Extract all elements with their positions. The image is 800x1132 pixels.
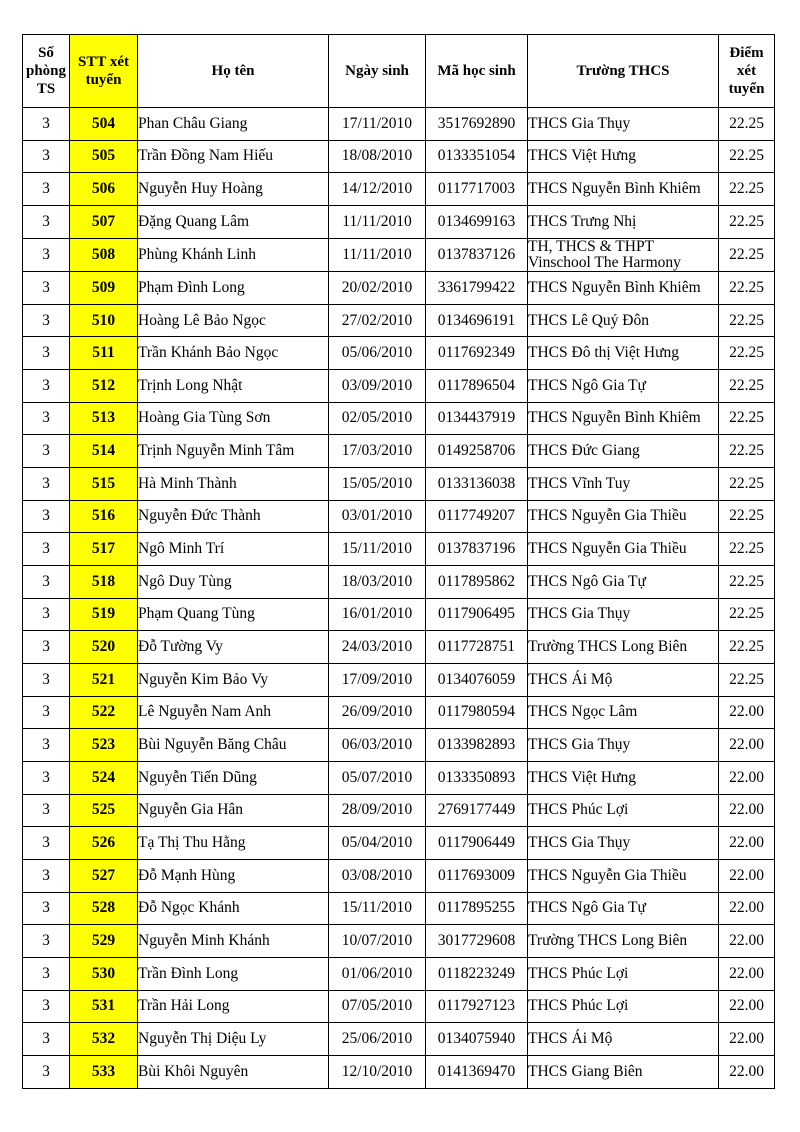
table-row (23, 892, 775, 925)
cell-room-number: 3 (23, 762, 70, 795)
cell-room-number: 3 (23, 402, 70, 435)
cell-stt: 518 (70, 566, 138, 599)
cell-stt: 516 (70, 500, 138, 533)
table-row (23, 729, 775, 762)
cell-school: THCS Ngọc Lâm (528, 696, 719, 729)
cell-room-number: 3 (23, 892, 70, 925)
cell-school: THCS Gia Thụy (528, 729, 719, 762)
cell-birth-date: 05/06/2010 (329, 337, 426, 370)
cell-score: 22.25 (719, 304, 775, 337)
cell-school: THCS Việt Hưng (528, 140, 719, 173)
cell-birth-date: 27/02/2010 (329, 304, 426, 337)
cell-school: THCS Gia Thụy (528, 598, 719, 631)
cell-score: 22.25 (719, 238, 775, 272)
table-row (23, 370, 775, 403)
header-birth-date: Ngày sinh (329, 35, 426, 108)
cell-school: THCS Gia Thụy (528, 827, 719, 860)
table-row (23, 337, 775, 370)
cell-student-id: 0134075940 (426, 1023, 528, 1056)
table-row (23, 173, 775, 206)
cell-score: 22.25 (719, 598, 775, 631)
cell-stt: 504 (70, 108, 138, 141)
cell-student-name: Hoàng Gia Tùng Sơn (138, 402, 329, 435)
cell-birth-date: 20/02/2010 (329, 272, 426, 305)
cell-stt: 520 (70, 631, 138, 664)
cell-stt: 511 (70, 337, 138, 370)
cell-student-id: 0117728751 (426, 631, 528, 664)
table-row (23, 108, 775, 141)
cell-student-id: 0141369470 (426, 1055, 528, 1088)
cell-room-number: 3 (23, 468, 70, 501)
header-row (23, 35, 775, 108)
cell-birth-date: 18/03/2010 (329, 566, 426, 599)
cell-student-id: 0117693009 (426, 859, 528, 892)
cell-room-number: 3 (23, 827, 70, 860)
cell-score: 22.00 (719, 892, 775, 925)
cell-room-number: 3 (23, 859, 70, 892)
cell-birth-date: 03/09/2010 (329, 370, 426, 403)
table-row (23, 598, 775, 631)
cell-student-name: Đỗ Tường Vy (138, 631, 329, 664)
cell-school: THCS Giang Biên (528, 1055, 719, 1088)
header-room-number: Số phòng TS (23, 35, 70, 108)
cell-student-id: 0133982893 (426, 729, 528, 762)
cell-score: 22.00 (719, 729, 775, 762)
cell-room-number: 3 (23, 337, 70, 370)
cell-room-number: 3 (23, 1055, 70, 1088)
cell-student-name: Trần Hải Long (138, 990, 329, 1023)
table-row (23, 205, 775, 238)
cell-score: 22.00 (719, 794, 775, 827)
cell-student-name: Nguyễn Huy Hoàng (138, 173, 329, 206)
cell-stt: 513 (70, 402, 138, 435)
cell-stt: 526 (70, 827, 138, 860)
cell-score: 22.25 (719, 468, 775, 501)
cell-student-id: 0117895862 (426, 566, 528, 599)
cell-school: THCS Nguyễn Bình Khiêm (528, 402, 719, 435)
cell-school: THCS Nguyễn Bình Khiêm (528, 272, 719, 305)
cell-school: THCS Phúc Lợi (528, 990, 719, 1023)
cell-school: Trường THCS Long Biên (528, 925, 719, 958)
cell-school: THCS Đô thị Việt Hưng (528, 337, 719, 370)
cell-room-number: 3 (23, 435, 70, 468)
cell-birth-date: 03/08/2010 (329, 859, 426, 892)
header-score: Điểm xét tuyển (719, 35, 775, 108)
cell-room-number: 3 (23, 272, 70, 305)
cell-student-id: 3361799422 (426, 272, 528, 305)
cell-score: 22.00 (719, 957, 775, 990)
header-student-id: Mã học sinh (426, 35, 528, 108)
cell-birth-date: 17/09/2010 (329, 664, 426, 697)
table-row (23, 990, 775, 1023)
cell-student-name: Ngô Minh Trí (138, 533, 329, 566)
table-row (23, 957, 775, 990)
cell-student-id: 0117980594 (426, 696, 528, 729)
cell-student-id: 0137837126 (426, 238, 528, 272)
cell-score: 22.00 (719, 762, 775, 795)
table-row (23, 1055, 775, 1088)
cell-student-name: Nguyễn Gia Hân (138, 794, 329, 827)
cell-stt: 510 (70, 304, 138, 337)
cell-room-number: 3 (23, 696, 70, 729)
cell-score: 22.25 (719, 173, 775, 206)
cell-stt: 519 (70, 598, 138, 631)
cell-birth-date: 01/06/2010 (329, 957, 426, 990)
cell-score: 22.25 (719, 140, 775, 173)
cell-birth-date: 11/11/2010 (329, 238, 426, 272)
cell-stt: 531 (70, 990, 138, 1023)
cell-school: THCS Đức Giang (528, 435, 719, 468)
cell-stt: 515 (70, 468, 138, 501)
cell-student-id: 0117895255 (426, 892, 528, 925)
cell-school: TH, THCS & THPT Vinschool The Harmony (528, 238, 719, 272)
cell-room-number: 3 (23, 304, 70, 337)
table-row (23, 566, 775, 599)
cell-birth-date: 02/05/2010 (329, 402, 426, 435)
cell-score: 22.00 (719, 859, 775, 892)
cell-student-id: 0117906495 (426, 598, 528, 631)
cell-school: THCS Nguyễn Gia Thiều (528, 533, 719, 566)
cell-birth-date: 26/09/2010 (329, 696, 426, 729)
admission-results-table (22, 34, 775, 1089)
cell-score: 22.00 (719, 1023, 775, 1056)
table-row (23, 859, 775, 892)
cell-birth-date: 11/11/2010 (329, 205, 426, 238)
table-row (23, 925, 775, 958)
cell-student-id: 0118223249 (426, 957, 528, 990)
cell-student-id: 0117906449 (426, 827, 528, 860)
cell-score: 22.25 (719, 631, 775, 664)
table-row (23, 696, 775, 729)
cell-birth-date: 15/11/2010 (329, 892, 426, 925)
cell-room-number: 3 (23, 598, 70, 631)
cell-stt: 525 (70, 794, 138, 827)
cell-birth-date: 05/04/2010 (329, 827, 426, 860)
cell-birth-date: 03/01/2010 (329, 500, 426, 533)
cell-room-number: 3 (23, 238, 70, 272)
cell-room-number: 3 (23, 370, 70, 403)
cell-score: 22.00 (719, 827, 775, 860)
cell-student-id: 0117927123 (426, 990, 528, 1023)
cell-birth-date: 15/11/2010 (329, 533, 426, 566)
cell-student-name: Lê Nguyễn Nam Anh (138, 696, 329, 729)
header-school: Trường THCS (528, 35, 719, 108)
cell-birth-date: 07/05/2010 (329, 990, 426, 1023)
cell-student-name: Phạm Đình Long (138, 272, 329, 305)
cell-student-id: 0117717003 (426, 173, 528, 206)
cell-birth-date: 18/08/2010 (329, 140, 426, 173)
cell-student-name: Đỗ Mạnh Hùng (138, 859, 329, 892)
cell-birth-date: 06/03/2010 (329, 729, 426, 762)
cell-school: THCS Ngô Gia Tự (528, 370, 719, 403)
cell-stt: 524 (70, 762, 138, 795)
cell-student-name: Hoàng Lê Bảo Ngọc (138, 304, 329, 337)
cell-student-id: 0134437919 (426, 402, 528, 435)
cell-score: 22.25 (719, 500, 775, 533)
cell-score: 22.25 (719, 337, 775, 370)
cell-birth-date: 17/03/2010 (329, 435, 426, 468)
cell-stt: 508 (70, 238, 138, 272)
cell-room-number: 3 (23, 566, 70, 599)
cell-student-name: Tạ Thị Thu Hằng (138, 827, 329, 860)
table-row (23, 500, 775, 533)
cell-room-number: 3 (23, 664, 70, 697)
cell-student-id: 0117749207 (426, 500, 528, 533)
cell-birth-date: 14/12/2010 (329, 173, 426, 206)
cell-birth-date: 28/09/2010 (329, 794, 426, 827)
cell-student-id: 0149258706 (426, 435, 528, 468)
cell-birth-date: 16/01/2010 (329, 598, 426, 631)
cell-score: 22.00 (719, 1055, 775, 1088)
cell-school: THCS Ngô Gia Tự (528, 566, 719, 599)
table-header (23, 35, 775, 108)
cell-room-number: 3 (23, 729, 70, 762)
cell-room-number: 3 (23, 990, 70, 1023)
table-row (23, 304, 775, 337)
cell-student-id: 3017729608 (426, 925, 528, 958)
cell-stt: 507 (70, 205, 138, 238)
table-row (23, 794, 775, 827)
cell-score: 22.25 (719, 205, 775, 238)
table-row (23, 533, 775, 566)
table-row (23, 272, 775, 305)
cell-school: THCS Gia Thụy (528, 108, 719, 141)
cell-student-name: Nguyễn Minh Khánh (138, 925, 329, 958)
header-student-name: Họ tên (138, 35, 329, 108)
cell-stt: 523 (70, 729, 138, 762)
cell-school: Trường THCS Long Biên (528, 631, 719, 664)
table-row (23, 1023, 775, 1056)
cell-stt: 530 (70, 957, 138, 990)
cell-student-id: 2769177449 (426, 794, 528, 827)
cell-score: 22.00 (719, 696, 775, 729)
cell-score: 22.00 (719, 990, 775, 1023)
cell-stt: 512 (70, 370, 138, 403)
cell-school: THCS Lê Quý Đôn (528, 304, 719, 337)
cell-stt: 529 (70, 925, 138, 958)
cell-school: THCS Ái Mộ (528, 664, 719, 697)
cell-room-number: 3 (23, 925, 70, 958)
cell-student-name: Đỗ Ngọc Khánh (138, 892, 329, 925)
cell-school: THCS Nguyễn Gia Thiều (528, 500, 719, 533)
cell-student-name: Phan Châu Giang (138, 108, 329, 141)
cell-student-id: 0133351054 (426, 140, 528, 173)
cell-stt: 509 (70, 272, 138, 305)
cell-student-name: Trần Đình Long (138, 957, 329, 990)
cell-room-number: 3 (23, 1023, 70, 1056)
cell-student-name: Nguyễn Tiến Dũng (138, 762, 329, 795)
cell-score: 22.25 (719, 664, 775, 697)
cell-student-name: Trịnh Nguyễn Minh Tâm (138, 435, 329, 468)
cell-student-id: 0133350893 (426, 762, 528, 795)
cell-room-number: 3 (23, 108, 70, 141)
cell-school: THCS Ái Mộ (528, 1023, 719, 1056)
cell-student-name: Nguyễn Kim Bảo Vy (138, 664, 329, 697)
cell-school: THCS Việt Hưng (528, 762, 719, 795)
cell-school: THCS Nguyễn Bình Khiêm (528, 173, 719, 206)
cell-stt: 514 (70, 435, 138, 468)
table-row (23, 631, 775, 664)
cell-stt: 521 (70, 664, 138, 697)
cell-student-name: Nguyễn Đức Thành (138, 500, 329, 533)
cell-room-number: 3 (23, 500, 70, 533)
cell-student-name: Phùng Khánh Linh (138, 238, 329, 272)
table-row (23, 238, 775, 272)
cell-stt: 527 (70, 859, 138, 892)
table-row (23, 402, 775, 435)
cell-student-name: Bùi Nguyễn Băng Châu (138, 729, 329, 762)
cell-student-id: 0137837196 (426, 533, 528, 566)
cell-student-name: Trần Đồng Nam Hiếu (138, 140, 329, 173)
table-row (23, 827, 775, 860)
cell-room-number: 3 (23, 957, 70, 990)
table-row (23, 435, 775, 468)
cell-student-name: Bùi Khôi Nguyên (138, 1055, 329, 1088)
cell-school: THCS Vĩnh Tuy (528, 468, 719, 501)
cell-student-id: 0117896504 (426, 370, 528, 403)
cell-room-number: 3 (23, 173, 70, 206)
cell-birth-date: 15/05/2010 (329, 468, 426, 501)
cell-school: THCS Phúc Lợi (528, 957, 719, 990)
cell-student-name: Ngô Duy Tùng (138, 566, 329, 599)
cell-room-number: 3 (23, 631, 70, 664)
cell-stt: 506 (70, 173, 138, 206)
cell-room-number: 3 (23, 140, 70, 173)
table-body (23, 108, 775, 1089)
table-row (23, 468, 775, 501)
cell-student-name: Trần Khánh Bảo Ngọc (138, 337, 329, 370)
cell-room-number: 3 (23, 794, 70, 827)
cell-student-name: Trịnh Long Nhật (138, 370, 329, 403)
table-row (23, 140, 775, 173)
cell-school: THCS Ngô Gia Tự (528, 892, 719, 925)
cell-room-number: 3 (23, 533, 70, 566)
table-row (23, 664, 775, 697)
cell-student-id: 0117692349 (426, 337, 528, 370)
cell-student-name: Nguyễn Thị Diệu Ly (138, 1023, 329, 1056)
cell-school: THCS Phúc Lợi (528, 794, 719, 827)
cell-score: 22.25 (719, 566, 775, 599)
table-row (23, 762, 775, 795)
cell-student-name: Phạm Quang Tùng (138, 598, 329, 631)
cell-score: 22.25 (719, 402, 775, 435)
cell-student-id: 0134696191 (426, 304, 528, 337)
cell-student-name: Hà Minh Thành (138, 468, 329, 501)
cell-school: THCS Trưng Nhị (528, 205, 719, 238)
cell-birth-date: 12/10/2010 (329, 1055, 426, 1088)
cell-student-id: 0134699163 (426, 205, 528, 238)
cell-birth-date: 24/03/2010 (329, 631, 426, 664)
cell-birth-date: 17/11/2010 (329, 108, 426, 141)
cell-student-id: 3517692890 (426, 108, 528, 141)
cell-student-id: 0133136038 (426, 468, 528, 501)
cell-student-id: 0134076059 (426, 664, 528, 697)
cell-stt: 522 (70, 696, 138, 729)
cell-score: 22.25 (719, 370, 775, 403)
cell-stt: 528 (70, 892, 138, 925)
cell-score: 22.25 (719, 533, 775, 566)
cell-student-name: Đặng Quang Lâm (138, 205, 329, 238)
cell-stt: 517 (70, 533, 138, 566)
cell-room-number: 3 (23, 205, 70, 238)
cell-stt: 505 (70, 140, 138, 173)
cell-score: 22.25 (719, 272, 775, 305)
cell-birth-date: 10/07/2010 (329, 925, 426, 958)
cell-stt: 532 (70, 1023, 138, 1056)
cell-birth-date: 25/06/2010 (329, 1023, 426, 1056)
cell-score: 22.00 (719, 925, 775, 958)
cell-score: 22.25 (719, 435, 775, 468)
header-stt: STT xét tuyển (70, 35, 138, 108)
cell-stt: 533 (70, 1055, 138, 1088)
cell-birth-date: 05/07/2010 (329, 762, 426, 795)
cell-school: THCS Nguyễn Gia Thiều (528, 859, 719, 892)
cell-score: 22.25 (719, 108, 775, 141)
